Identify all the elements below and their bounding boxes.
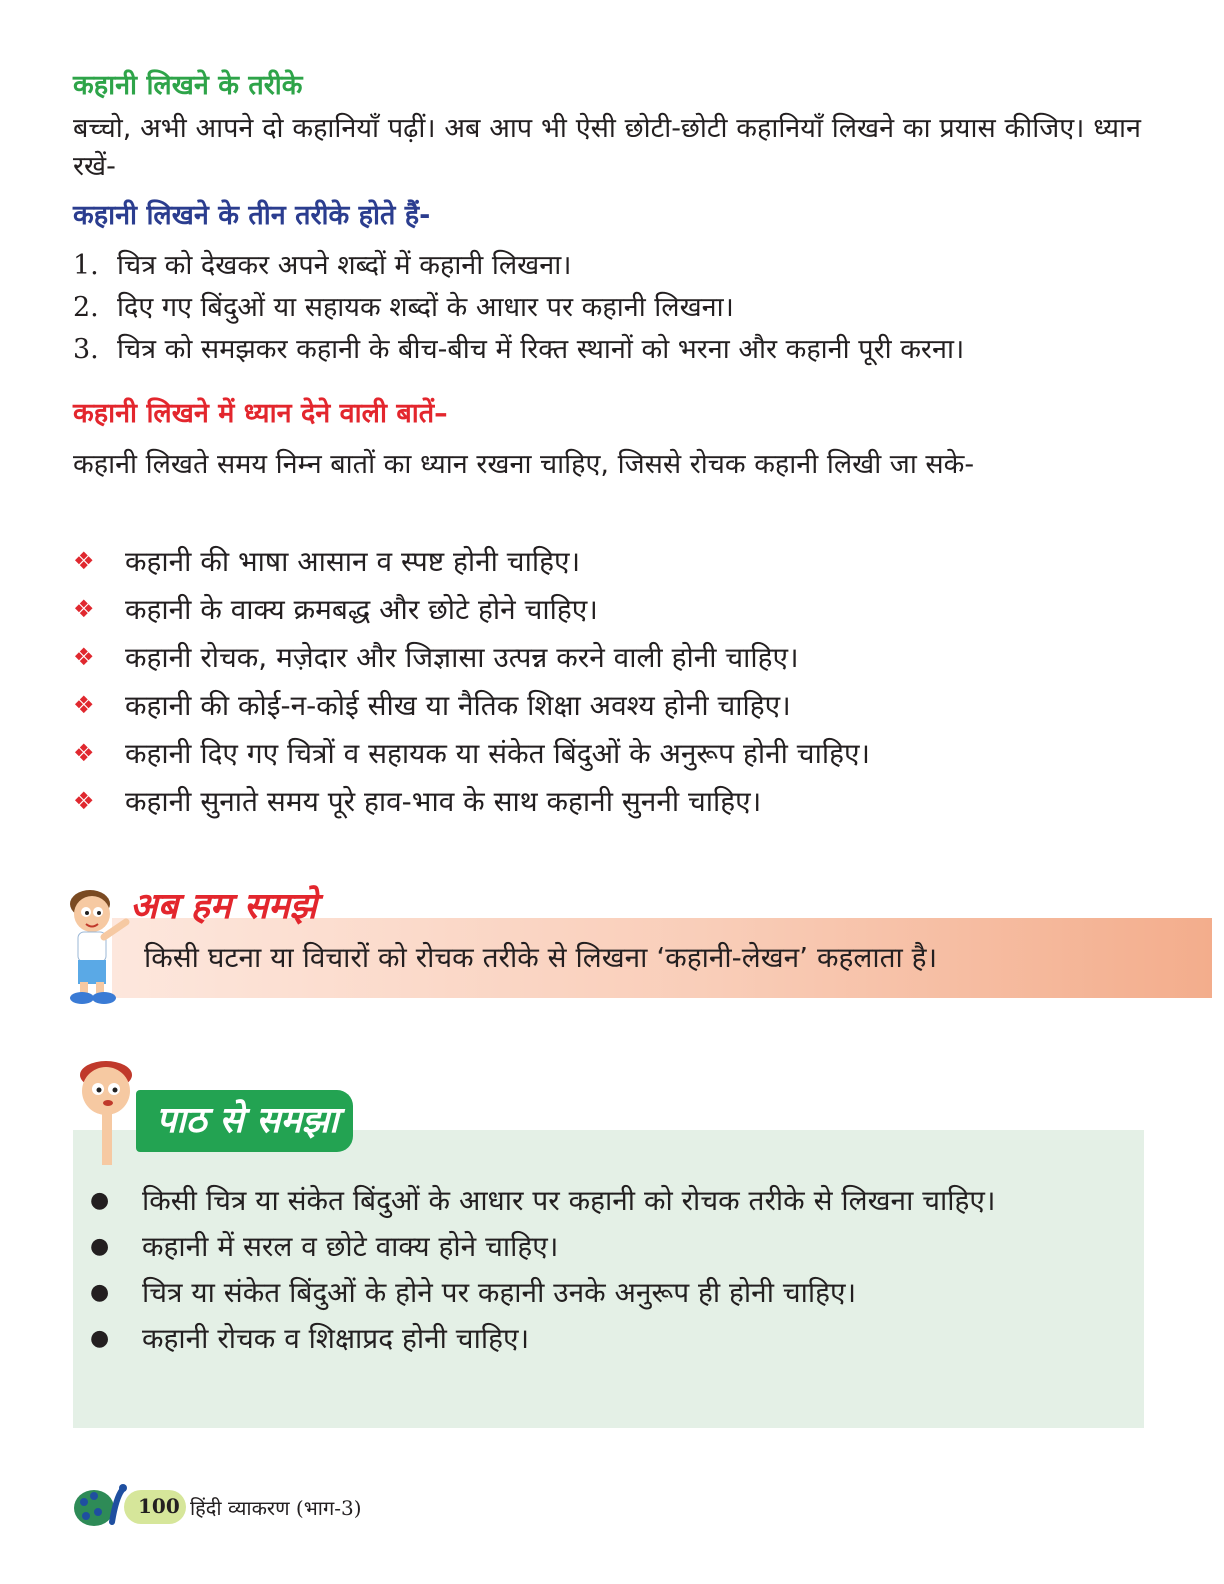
section-heading-three-ways: कहानी लिखने के तीन तरीके होते हैं- bbox=[73, 200, 431, 231]
list-item bbox=[73, 287, 964, 329]
list-item bbox=[90, 1178, 1125, 1224]
diamond-bullet-icon: ❖ bbox=[73, 595, 95, 623]
book-title: हिंदी व्याकरण (भाग-3) bbox=[190, 1496, 362, 1520]
list-item bbox=[73, 681, 870, 729]
tips-list bbox=[73, 537, 870, 825]
tips-intro: कहानी लिखते समय निम्न बातों का ध्यान रखना चाहिए, जिससे रोचक कहानी लिखी जा सके- bbox=[73, 449, 975, 480]
peacock-icon bbox=[72, 1478, 132, 1530]
definition-text: किसी घटना या विचारों को रोचक तरीके से लिखना ‘कहानी-लेखन’ कहलाता है। bbox=[144, 941, 938, 974]
item-text: कहानी रोचक, मज़ेदार और जिज्ञासा उत्पन्न करने वाली होनी चाहिए। bbox=[125, 641, 799, 674]
item-text: किसी चित्र या संकेत बिंदुओं के आधार पर कहानी को रोचक तरीके से लिखना चाहिए। bbox=[142, 1184, 996, 1217]
list-item bbox=[73, 329, 964, 371]
diamond-bullet-icon: ❖ bbox=[73, 787, 95, 815]
item-text: चित्र या संकेत बिंदुओं के होने पर कहानी उनके अनुरूप ही होनी चाहिए। bbox=[142, 1276, 857, 1309]
section-heading-tips: कहानी लिखने में ध्यान देने वाली बातें– bbox=[73, 398, 448, 429]
list-item bbox=[73, 633, 870, 681]
item-number: 2. bbox=[73, 292, 99, 323]
item-text: कहानी की भाषा आसान व स्पष्ट होनी चाहिए। bbox=[125, 545, 581, 578]
bullet-dot-icon: ● bbox=[90, 1188, 110, 1213]
item-text: कहानी के वाक्य क्रमबद्ध और छोटे होने चाहिए। bbox=[125, 593, 598, 626]
bullet-dot-icon: ● bbox=[90, 1326, 110, 1351]
list-item bbox=[90, 1224, 1125, 1270]
list-item bbox=[73, 777, 870, 825]
list-item bbox=[73, 245, 964, 287]
item-text: कहानी सुनाते समय पूरे हाव-भाव के साथ कहानी सुननी चाहिए। bbox=[125, 785, 762, 818]
item-number: 3. bbox=[73, 334, 99, 365]
diamond-bullet-icon: ❖ bbox=[73, 643, 95, 671]
list-item bbox=[73, 585, 870, 633]
item-text: दिए गए बिंदुओं या सहायक शब्दों के आधार पर कहानी लिखना। bbox=[117, 292, 734, 323]
list-item bbox=[73, 537, 870, 585]
numbered-list bbox=[73, 245, 964, 371]
item-text: कहानी दिए गए चित्रों व सहायक या संकेत बिंदुओं के अनुरूप होनी चाहिए। bbox=[125, 737, 871, 770]
item-text: कहानी रोचक व शिक्षाप्रद होनी चाहिए। bbox=[142, 1322, 530, 1355]
section-heading-methods: कहानी लिखने के तरीके bbox=[73, 70, 303, 101]
diamond-bullet-icon: ❖ bbox=[73, 547, 95, 575]
paath-se-samjha-label: पाठ से समझा bbox=[136, 1090, 353, 1152]
diamond-bullet-icon: ❖ bbox=[73, 739, 95, 767]
bullet-dot-icon: ● bbox=[90, 1234, 110, 1259]
section-intro: बच्चो, अभी आपने दो कहानियाँ पढ़ीं। अब आप भी ऐसी छोटी-छोटी कहानियाँ लिखने का प्रयास कीजिए। ध्यान रखें- bbox=[73, 113, 1141, 182]
item-text: चित्र को देखकर अपने शब्दों में कहानी लिखना। bbox=[117, 250, 572, 281]
thinking-boy-illustration bbox=[72, 1055, 142, 1167]
list-item bbox=[90, 1316, 1125, 1362]
page-number: 100 bbox=[138, 1494, 180, 1518]
item-text: चित्र को समझकर कहानी के बीच-बीच में रिक्त स्थानों को भरना और कहानी पूरी करना। bbox=[117, 334, 965, 365]
bullet-dot-icon: ● bbox=[90, 1280, 110, 1305]
list-item bbox=[73, 729, 870, 777]
item-text: कहानी में सरल व छोटे वाक्य होने चाहिए। bbox=[142, 1230, 559, 1263]
list-item bbox=[90, 1270, 1125, 1316]
summary-list bbox=[90, 1178, 1125, 1362]
item-number: 1. bbox=[73, 250, 99, 281]
ab-hum-samjhe-title: अब हम समझे bbox=[130, 886, 317, 927]
item-text: कहानी की कोई-न-कोई सीख या नैतिक शिक्षा अवश्य होनी चाहिए। bbox=[125, 689, 791, 722]
diamond-bullet-icon: ❖ bbox=[73, 691, 95, 719]
boy-pointing-illustration bbox=[60, 882, 130, 1006]
